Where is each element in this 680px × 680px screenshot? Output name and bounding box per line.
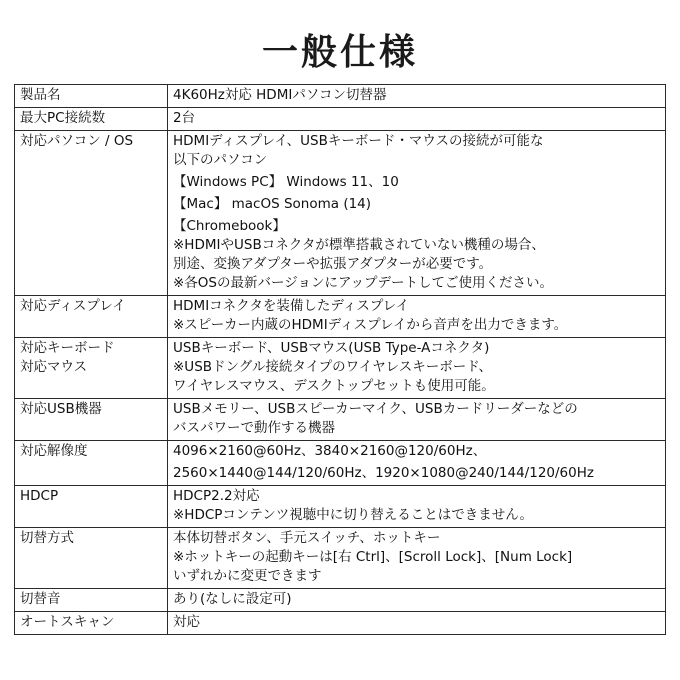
table-row <box>15 85 666 108</box>
value-line: ※各OSの最新バージョンにアップデートしてご使用ください。 <box>173 275 554 291</box>
value-line: ※HDCPコンテンツ視聴中に切り替えることはできません。 <box>173 507 534 523</box>
table-row <box>15 528 666 589</box>
table-row <box>15 612 666 635</box>
label-text: 対応マウス <box>20 359 88 375</box>
row-value <box>168 338 666 399</box>
label-text: 対応解像度 <box>20 443 88 459</box>
label-text: 対応キーボード <box>20 340 115 356</box>
value-line: USBキーボード、USBマウス(USB Type-Aコネクタ) <box>173 340 490 356</box>
page-title: 一般仕様 <box>261 32 418 73</box>
value-line: 本体切替ボタン、手元スイッチ、ホットキー <box>173 530 441 546</box>
value-line: ※HDMIやUSBコネクタが標準搭載されていない機種の場合、 <box>173 237 545 253</box>
label-text: 対応パソコン / OS <box>20 133 134 149</box>
row-value <box>168 589 666 612</box>
spec-table <box>14 84 666 635</box>
table-row <box>15 296 666 338</box>
value-line: 別途、変換アダプターや拡張アダプターが必要です。 <box>173 256 493 272</box>
value-line: いずれかに変更できます <box>173 568 322 584</box>
row-label <box>15 108 168 131</box>
table-row <box>15 338 666 399</box>
value-line: USBメモリー、USBスピーカーマイク、USBカードリーダーなどの <box>173 401 578 417</box>
row-label <box>15 528 168 589</box>
row-label <box>15 131 168 296</box>
label-text: 最大PC接続数 <box>20 110 106 126</box>
row-value <box>168 528 666 589</box>
value-line: あり(なしに設定可) <box>173 591 292 607</box>
label-text: HDCP <box>20 488 59 504</box>
table-row <box>15 131 666 296</box>
row-value <box>168 108 666 131</box>
value-line: 2560×1440@144/120/60Hz、1920×1080@240/144/120/60Hz <box>173 465 594 481</box>
row-label <box>15 399 168 441</box>
value-line: 4096×2160@60Hz、3840×2160@120/60Hz、 <box>173 443 487 459</box>
row-label <box>15 589 168 612</box>
row-value <box>168 296 666 338</box>
row-value <box>168 612 666 635</box>
value-line: ※USBドングル接続タイプのワイヤレスキーボード、 <box>173 359 493 375</box>
value-line: HDCP2.2対応 <box>173 488 260 504</box>
table-row <box>15 399 666 441</box>
row-label <box>15 441 168 486</box>
value-line: ワイヤレスマウス、デスクトップセットも使用可能。 <box>173 378 495 394</box>
value-line: ※スピーカー内蔵のHDMIディスプレイから音声を出力できます。 <box>173 317 568 333</box>
row-label <box>15 85 168 108</box>
value-line: 【Chromebook】 <box>173 218 286 234</box>
label-text: 製品名 <box>20 87 61 103</box>
table-row <box>15 108 666 131</box>
table-row <box>15 589 666 612</box>
row-value <box>168 441 666 486</box>
row-value <box>168 486 666 528</box>
value-line: 以下のパソコン <box>173 152 268 168</box>
row-value <box>168 399 666 441</box>
value-line: 4K60Hz対応 HDMIパソコン切替器 <box>173 87 387 103</box>
row-value <box>168 85 666 108</box>
row-label <box>15 338 168 399</box>
row-label <box>15 486 168 528</box>
table-row <box>15 441 666 486</box>
table-row <box>15 486 666 528</box>
label-text: 切替方式 <box>20 530 74 546</box>
value-line: 【Windows PC】 Windows 11、10 <box>173 174 399 190</box>
value-line: 対応 <box>173 614 200 630</box>
value-line: HDMIコネクタを装備したディスプレイ <box>173 298 410 314</box>
row-label <box>15 612 168 635</box>
label-text: 対応USB機器 <box>20 401 102 417</box>
value-line: 【Mac】 macOS Sonoma (14) <box>173 196 372 212</box>
label-text: 対応ディスプレイ <box>20 298 126 314</box>
value-line: ※ホットキーの起動キーは[右 Ctrl]、[Scroll Lock]、[Num Lock] <box>173 549 573 565</box>
value-line: バスパワーで動作する機器 <box>173 420 335 436</box>
row-value <box>168 131 666 296</box>
value-line: HDMIディスプレイ、USBキーボード・マウスの接続が可能な <box>173 133 544 149</box>
label-text: オートスキャン <box>20 614 115 630</box>
row-label <box>15 296 168 338</box>
value-line: 2台 <box>173 110 196 126</box>
label-text: 切替音 <box>20 591 61 607</box>
